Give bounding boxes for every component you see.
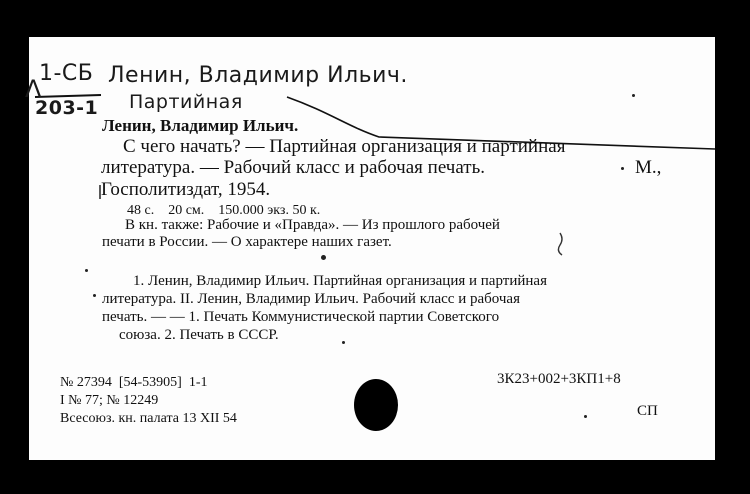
speck bbox=[621, 167, 624, 170]
handwritten-shelfmark-top: 1-СБ bbox=[39, 61, 94, 86]
handwritten-author: Ленин, Владимир Ильич. bbox=[108, 63, 408, 88]
entry-publisher: Госполитиздат, 1954. bbox=[101, 179, 271, 200]
catalog-card bbox=[25, 37, 715, 460]
tracing-line-1: 1. Ленин, Владимир Ильич. Партийная организация и партийная bbox=[133, 273, 547, 289]
speck bbox=[321, 255, 326, 260]
tracing-line-4: союза. 2. Печать в СССР. bbox=[119, 327, 279, 343]
entry-title-line-2: литература. — Рабочий класс и рабочая печать. bbox=[101, 157, 485, 178]
handwritten-shelfmark-bottom: 203-1 bbox=[35, 97, 99, 119]
entry-heading: Ленин, Владимир Ильич. bbox=[102, 116, 299, 135]
series-number: I № 77; № 12249 bbox=[60, 393, 159, 408]
speck bbox=[342, 341, 345, 344]
entry-title-line-1: С чего начать? — Партийная организация и партийная bbox=[123, 136, 566, 157]
speck bbox=[85, 269, 88, 272]
entry-physical-description: 48 с. 20 см. 150.000 экз. 50 к. bbox=[127, 203, 321, 218]
tracing-line-2: литература. II. Ленин, Владимир Ильич. Рабочий класс и рабочая bbox=[102, 291, 520, 307]
card-code: СП bbox=[637, 403, 658, 419]
entry-place: М., bbox=[635, 157, 662, 178]
speck bbox=[584, 415, 587, 418]
speck bbox=[93, 294, 96, 297]
tracing-line-3: печать. — — 1. Печать Коммунистической партии Советского bbox=[102, 309, 500, 325]
entry-note-line-2: печати в России. — О характере наших газет. bbox=[102, 234, 392, 250]
handwritten-title-word: Партийная bbox=[129, 91, 243, 113]
pencil-squiggle bbox=[558, 233, 562, 255]
entry-note-line-1: В кн. также: Рабочие и «Правда». — Из прошлого рабочей bbox=[125, 217, 500, 233]
speck bbox=[632, 94, 635, 97]
handwritten-prefix: Λ bbox=[25, 75, 42, 103]
book-chamber: Всесоюз. кн. палата 13 XII 54 bbox=[60, 411, 237, 426]
classification-index: 3К23+002+3КП1+8 bbox=[497, 371, 621, 387]
card-number: № 27394 [54-53905] 1-1 bbox=[60, 375, 208, 390]
ink-blot bbox=[354, 379, 398, 431]
